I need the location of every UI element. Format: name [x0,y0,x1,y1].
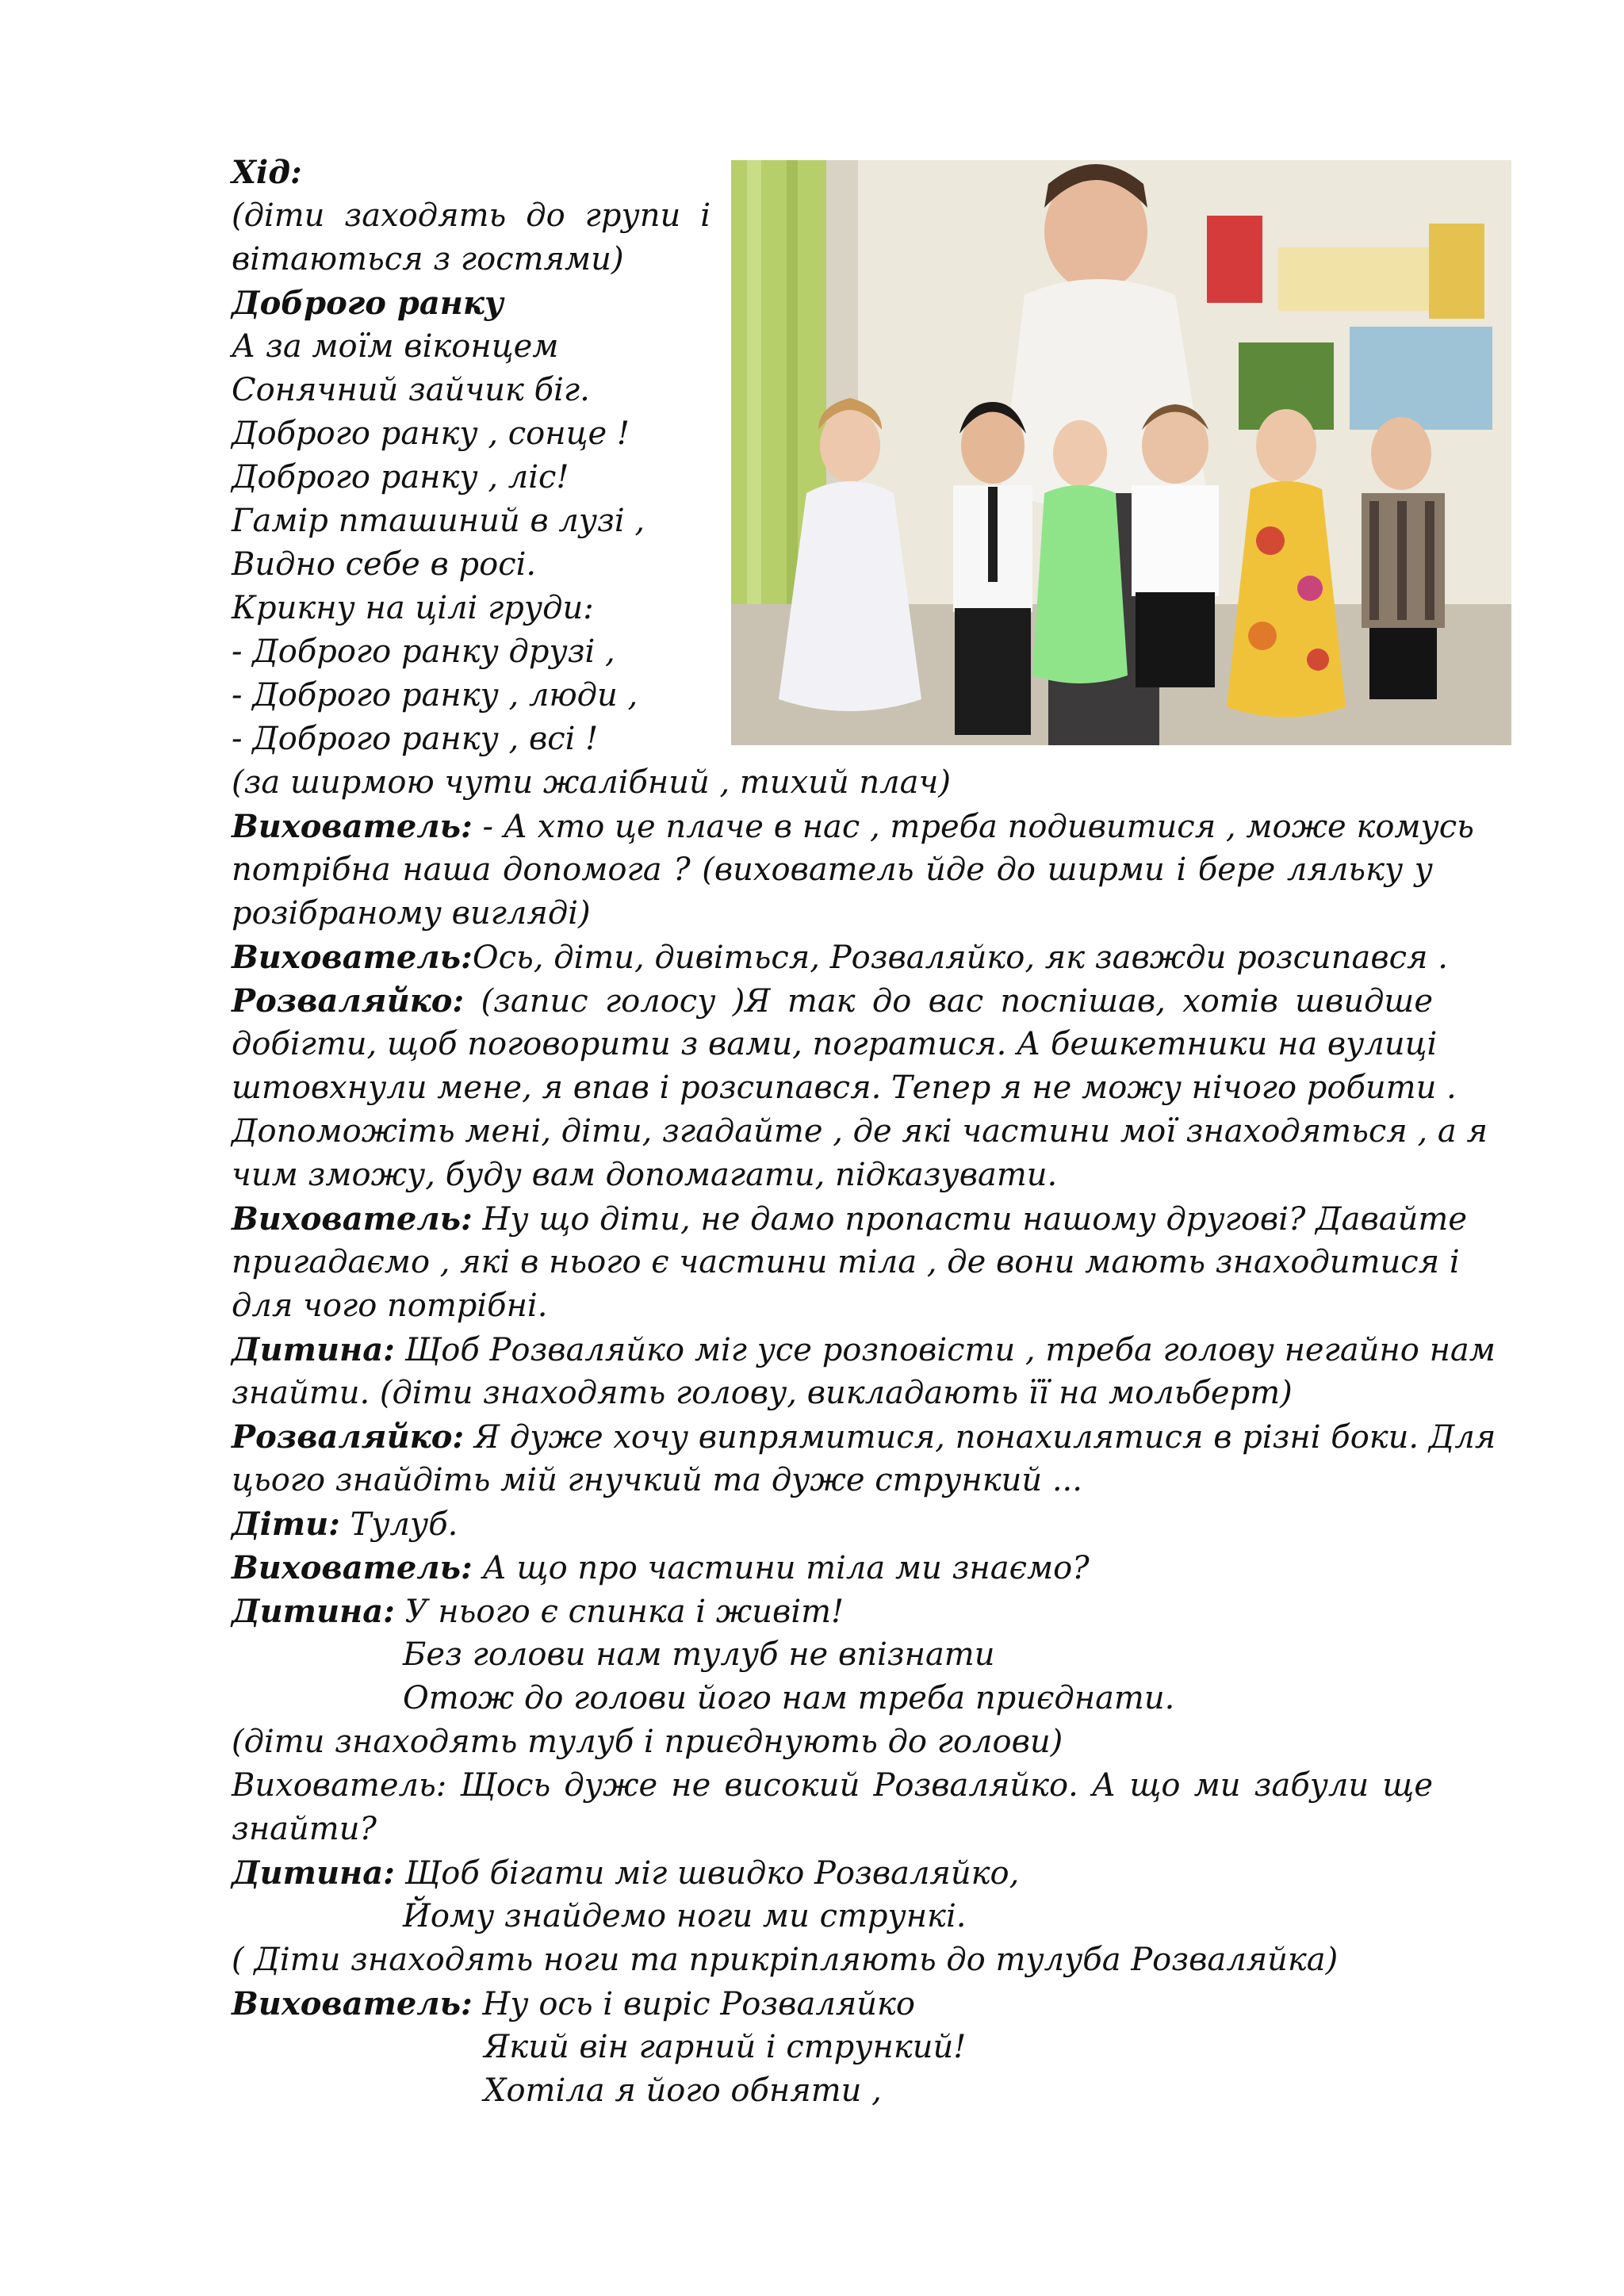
speaker-educator: Вихователь: [232,808,473,845]
speaker-children: Діти: [232,1506,340,1543]
poem-title: Доброго ранку [232,285,504,322]
dialogue-line: Дитина: Щоб Розваляйко міг усе розповісти , треба голову негайно нам [232,1331,1496,1368]
poem-line: - Доброго ранку , люди , [232,677,638,714]
dialogue-line: Дитина: У нього є спинка і живіт! [232,1593,845,1630]
dialogue-line: пригадаємо , які в нього є частини тіла , де вони мають знаходитися і [232,1244,1460,1280]
stage-note: (діти знаходять тулуб і приєднують до голови) [232,1724,1063,1760]
speaker-child: Дитина: [232,1593,395,1630]
dialogue-line: цього знайдіть мій гнучкий та дуже стрункий ... [232,1462,1082,1498]
verse-line: Хотіла я його обняти , [484,2072,882,2109]
dialogue-line: Дитина: Щоб бігати міг швидко Розваляйко, [232,1854,1020,1892]
dialogue-line: Вихователь:Ось, діти, дивіться, Розваляйко, як завжди розсипався . [232,939,1448,976]
dialogue-line: чим зможу, буду вам допомагати, підказувати. [232,1157,1058,1193]
poem-line: Видно себе в росі. [232,546,537,583]
dialogue-line: Вихователь: Щось дуже не високий Розваляйко. А що ми забули ще [232,1767,1433,1804]
poem-line: Сонячний зайчик біг. [232,372,590,408]
dialogue-line: розібраному вигляді) [232,895,591,932]
dialogue-line: Діти: Тулуб. [232,1506,458,1543]
dialogue-line: добігти, щоб поговорити з вами, погратися. А бешкетники на вулиці [232,1026,1438,1062]
speaker-child: Дитина: [232,1854,395,1892]
speaker-educator: Вихователь: [232,939,473,976]
dialogue-line: знайти. (діти знаходять голову, викладають її на мольберт) [232,1375,1293,1411]
dialogue-line: Вихователь: А що про частини тіла ми знаємо? [232,1549,1090,1586]
poem-line: А за моїм віконцем [232,328,559,365]
dialogue-line: знайти? [232,1811,377,1847]
speaker-rozvalyaiko: Розваляйко: [232,1418,465,1456]
poem-line: Крикну на цілі груди: [232,590,594,626]
dialogue-line: штовхнули мене, я впав і розсипався. Тепер я не можу нічого робити . [232,1070,1457,1106]
intro-line-2: вітаються з гостями) [232,241,624,277]
poem-line: - Доброго ранку друзі , [232,633,615,670]
stage-note: ( Діти знаходять ноги та прикріпляють до тулуба Розваляйка) [232,1942,1339,1978]
speaker-educator: Вихователь: [232,1549,473,1586]
verse-line: Який він гарний і стрункий! [484,2029,967,2065]
dialogue-line: Вихователь: - А хто це плаче в нас , треба подивитися , може комусь [232,808,1474,845]
poem-line: - Доброго ранку , всі ! [232,721,599,757]
dialogue-line: Допоможіть мені, діти, згадайте , де які частини мої знаходяться , а я [232,1113,1488,1150]
verse-line: Без голови нам тулуб не впізнати [403,1636,995,1673]
poem-line: Доброго ранку , сонце ! [232,415,630,452]
classroom-photo [731,160,1511,745]
speaker-rozvalyaiko: Розваляйко: [232,982,465,1020]
dialogue-line: Вихователь: Ну ось і виріс Розваляйко [232,1985,915,2022]
verse-line: Йому знайдемо ноги ми стрункі. [403,1898,967,1934]
dialogue-line: Розваляйко: (запис голосу )Я так до вас поспішав, хотів швидше [232,982,1433,1020]
heading: Хід: [232,154,302,191]
cry-note: (за ширмою чути жалібний , тихий плач) [232,764,951,801]
dialogue-line: Розваляйко: Я дуже хочу випрямитися, понахилятися в різні боки. Для [232,1418,1496,1456]
dialogue-line: потрібна наша допомога ? (вихователь йде до ширми і бере ляльку у [232,851,1433,888]
intro-line-1: (діти заходять до групи і [232,197,710,234]
verse-line: Отож до голови його нам треба приєднати. [403,1680,1175,1716]
poem-line: Гамір пташиний в лузі , [232,503,645,539]
dialogue-line: для чого потрібні. [232,1288,548,1324]
dialogue-line: Вихователь: Ну що діти, не дамо пропасти нашому другові? Давайте [232,1200,1467,1238]
speaker-educator: Вихователь: [232,1985,473,2022]
speaker-educator: Вихователь: [232,1200,473,1238]
speaker-child: Дитина: [232,1331,395,1368]
poem-line: Доброго ранку , ліс! [232,459,569,496]
